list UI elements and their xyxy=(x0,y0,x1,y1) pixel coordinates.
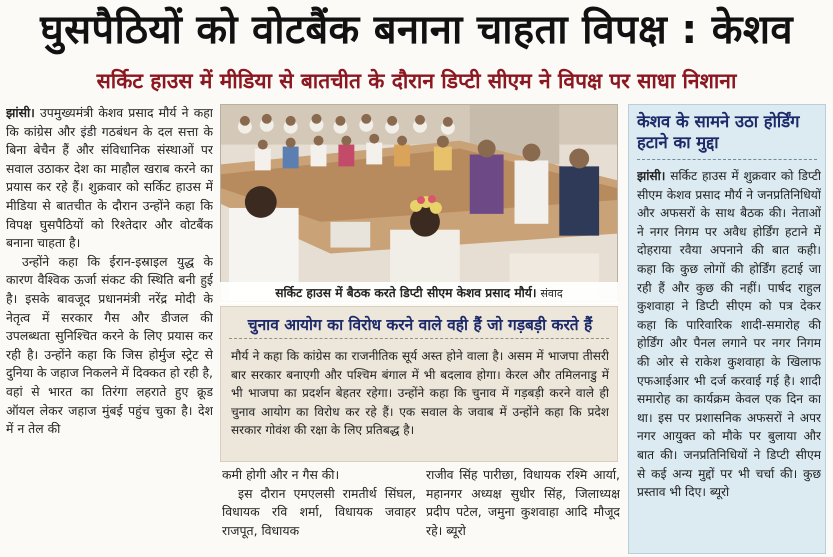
highlight-box xyxy=(220,306,618,462)
highlight-box-title: चुनाव आयोग का विरोध करने वाले वही हैं जो गड़बड़ी करते हैं xyxy=(247,316,593,334)
news-photo xyxy=(220,104,618,302)
sidebar-byline: ब्यूरो xyxy=(706,485,730,500)
sidebar-story-divider xyxy=(637,159,817,160)
main-story-continuation-right xyxy=(426,466,620,554)
main-story-byline: ब्यूरो xyxy=(442,522,466,538)
meeting-photo-illustration xyxy=(221,105,617,301)
main-story-column xyxy=(6,104,213,554)
subheadline: सर्किट हाउस में मीडिया से बातचीत के दौरान डिप्टी सीएम ने विपक्ष पर साधा निशाना xyxy=(96,69,737,93)
main-story-paragraph-5 xyxy=(426,466,620,540)
headline: घुसपैठियों को वोटबैंक बनाना चाहता विपक्ष : केशव xyxy=(40,7,793,53)
sidebar-dateline: झांसी। xyxy=(637,169,666,183)
photo-caption xyxy=(220,282,618,304)
sidebar-story xyxy=(628,104,826,554)
main-story-paragraph-2: उन्होंने कहा कि ईरान-इस्राइल युद्ध के कारण वैश्विक ऊर्जा संकट की स्थिति बनी हुई है। इसके बावजूद प्रधानमंत्री नरेंद्र मोदी के नेतृत्व में सरकार गैस और डीजल की उपलब्धता सुनिश्चित करने के लिए प्रयास कर रही है। उन्होंने कहा कि जिस होर्मुज स्ट्रेट से दुनिया के जहाज निकलने में दिक्कत हो रही है, वहां से भारत का तिरंगा लहराते हुए क्रूड ऑयल लेकर जहाज मुंबई पहुंच चुका है। देश में न तेल की xyxy=(6,253,213,437)
main-story-text-5: राजीव सिंह पारीछा, विधायक रश्मि आर्या, महानगर अध्यक्ष सुधीर सिंह, जिलाध्यक्ष प्रदीप पटेल, जमुना कुशवाहा आदि मौजूद रहे। xyxy=(426,467,620,538)
highlight-box-divider xyxy=(229,338,609,339)
sidebar-story-title: केशव के सामने उठा होर्डिंग हटाने का मुद्दा xyxy=(637,112,800,152)
sidebar-story-text: सर्किट हाउस में शुक्रवार को डिप्टी सीएम केशव प्रसाद मौर्य ने जनप्रतिनिधियों और अफसरों के साथ बैठक की। नेताओं ने नगर निगम पर अवैध होर्डिंग हटाने में दोहराया रवैया अपनाने की बात कही। कहा कि कुछ लोगों की होर्डिंग हटाई जा रही हैं और कुछ की नहीं। पार्षद राहुल कुशवाहा ने डिप्टी सीएम को पत्र देकर कहा कि पारिवारिक शादी-समारोह की होर्डिंग और पैनल लगाने पर नगर निगम की ओर से राकेश कुशवाहा के खिलाफ एफआईआर भी दर्ज करवाई गई है। शादी समारोह का कार्यक्रम केवल एक दिन का था। इस पर प्रशासनिक अफसरों ने अपर नगर आयुक्त को मौके पर बुलाया और बात की। जनप्रतिनिधियों ने डिप्टी सीएम से कई अन्य मुद्दों पर भी चर्चा की। कुछ प्रस्ताव भी दिए। xyxy=(637,169,821,500)
main-story-continuation-left xyxy=(222,466,416,554)
main-story-text-1: उपमुख्यमंत्री केशव प्रसाद मौर्य ने कहा कि कांग्रेस और इंडी गठबंधन के दल सत्ता के बिना बेचैन हैं और संविधानिक संस्थाओं पर सवाल उठाकर देश का माहौल खराब करने का प्रयास कर रहे हैं। शुक्रवार को सर्किट हाउस में मीडिया से बातचीत के दौरान उन्होंने कहा कि विपक्ष घुसपैठियों को रिश्तेदार और वोटबैंक बनाना चाहता है। xyxy=(6,105,213,251)
main-story-paragraph-4: इस दौरान एमएलसी रामतीर्थ सिंघल, विधायक रवि शर्मा, विधायक जवाहर राजपूत, विधायक xyxy=(222,485,416,538)
main-story-paragraph-1 xyxy=(6,104,213,253)
photo-credit: संवाद xyxy=(540,287,563,300)
sidebar-story-body xyxy=(637,167,821,551)
main-story-paragraph-3: कमी होगी और न गैस की। xyxy=(222,467,340,482)
photo-caption-text: सर्किट हाउस में बैठक करते डिप्टी सीएम केशव प्रसाद मौर्य। xyxy=(275,286,537,300)
dateline: झांसी। xyxy=(6,105,35,120)
highlight-box-body: मौर्य ने कहा कि कांग्रेस का राजनीतिक सूर्य अस्त होने वाला है। असम में भाजपा तीसरी बार सरकार बनाएगी और पश्चिम बंगाल में भी बदलाव होगा। केरल और तमिलनाडु में भी भाजपा का प्रदर्शन बेहतर रहेगा। उन्होंने कहा कि चुनाव में गड़बड़ी करने वाले ही चुनाव आयोग का विरोध कर रहे हैं। एक सवाल के जवाब में उन्होंने कहा कि प्रदेश सरकार गोवंश की रक्षा के लिए प्रतिबद्ध है। xyxy=(231,349,609,438)
